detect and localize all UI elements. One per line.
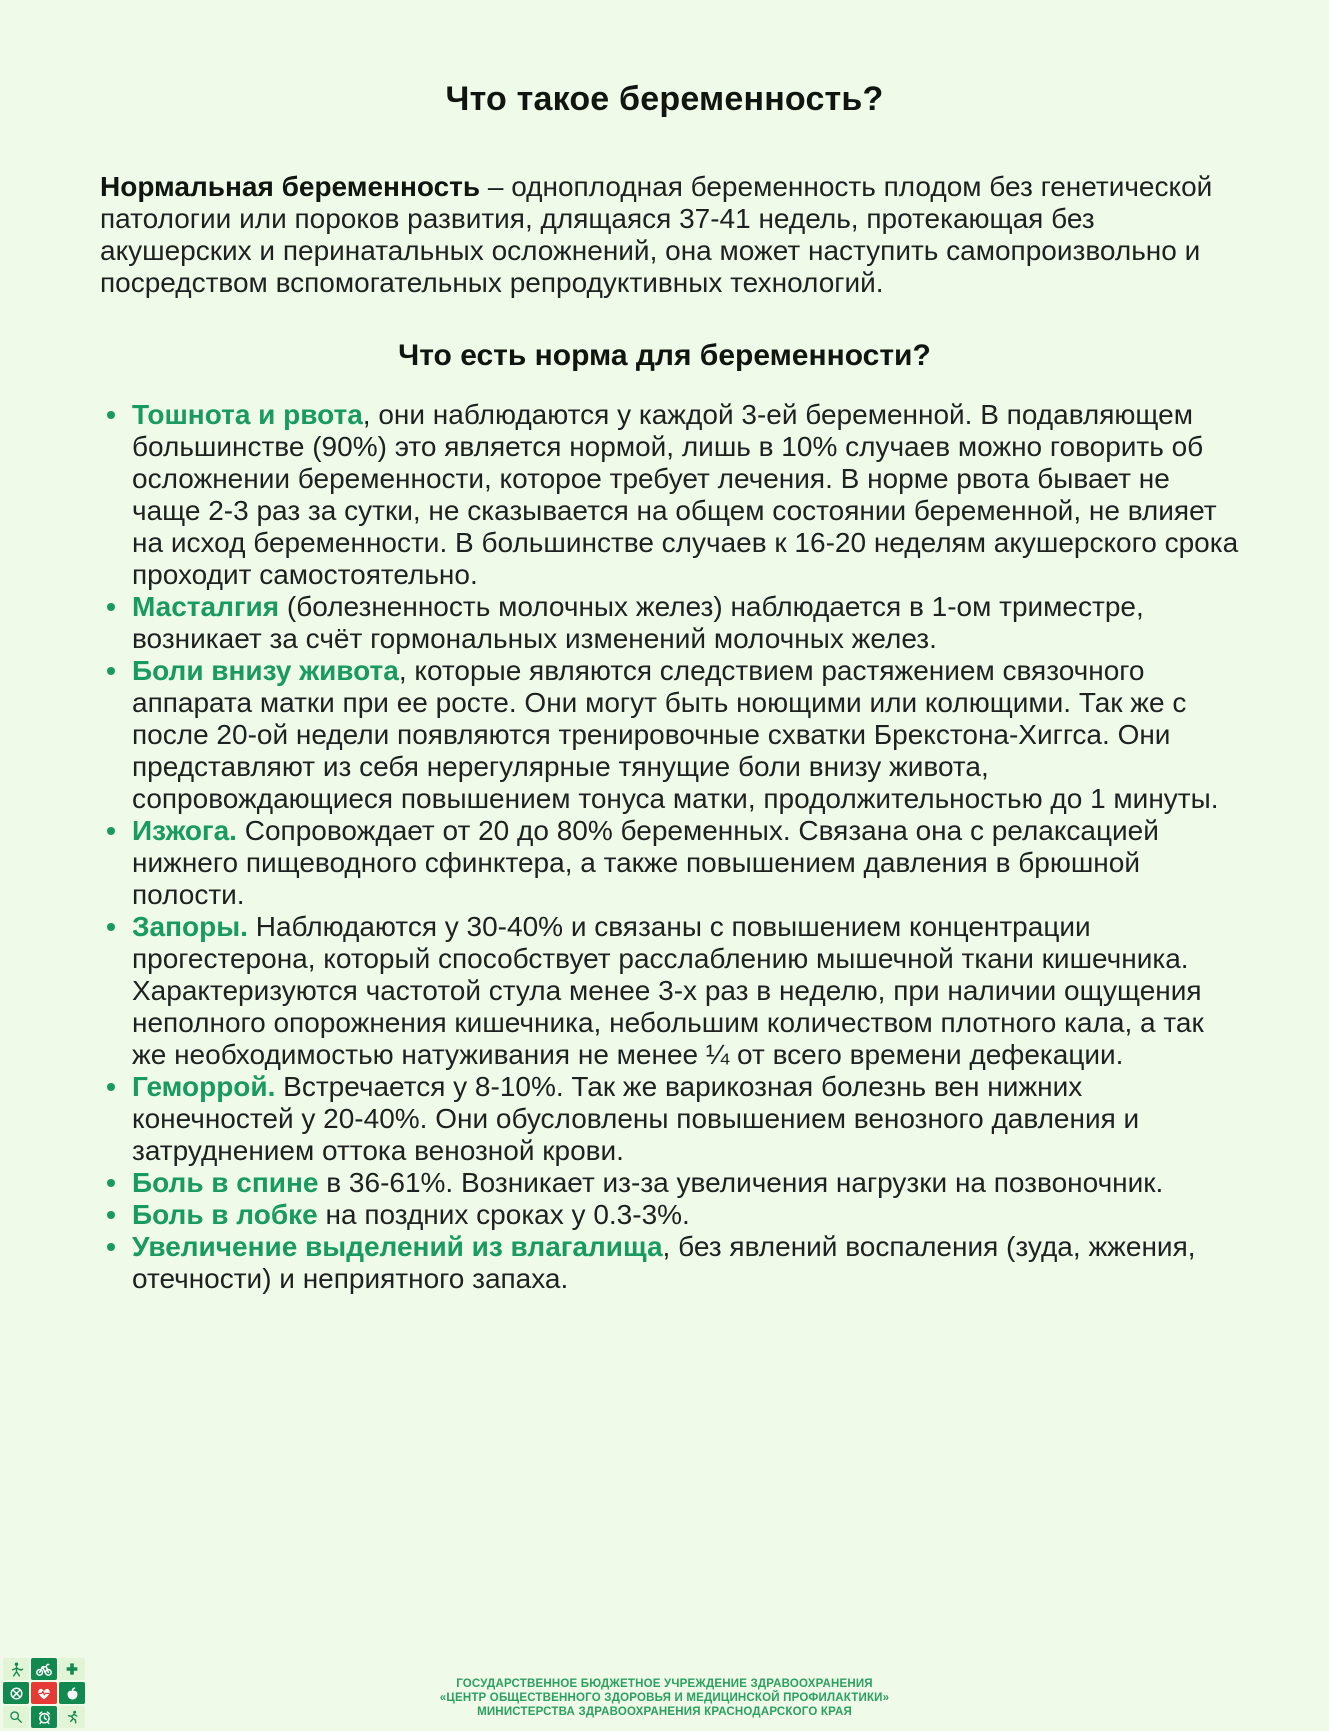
bullet-term: Боль в лобке <box>132 1199 318 1230</box>
section-subtitle: Что есть норма для беременности? <box>398 339 931 372</box>
bullet-term: Изжога. <box>132 815 237 846</box>
bullet-text: (болезненность молочных желез) наблюдается в 1-ом триместре, возникает за счёт гормональных изменений молочных желез. <box>132 591 1144 654</box>
list-item <box>100 1231 1245 1295</box>
bullet-text: , без явлений воспаления (зуда, жжения, отечности) и неприятного запаха. <box>132 1231 1196 1294</box>
bullet-text: Наблюдаются у 30-40% и связаны с повышением концентрации прогестерона, который способствует расслаблению мышечной ткани кишечника. Характеризуются частотой стула менее 3-х раз в неделю, при наличии ощущения неполного опорожнения кишечника, небольшим количеством плотного кала, а так же необходимостью натуживания не менее ¼ от всего времени дефекации. <box>132 911 1204 1070</box>
org-line-3: МИНИСТЕРСТВА ЗДРАВООХРАНЕНИЯ КРАСНОДАРСКОГО КРАЯ <box>477 1706 852 1718</box>
list-item <box>100 591 1245 655</box>
bullet-term: Масталгия <box>132 591 280 622</box>
page-title: Что такое беременность? <box>445 80 884 118</box>
list-item <box>100 815 1245 911</box>
bullet-text: , они наблюдаются у каждой 3-ей беременной. В подавляющем большинстве (90%) это является нормой, лишь в 10% случаев можно говорить об осложнении беременности, которое требует лечения. В норме рвота бывает не чаще 2-3 раз за сутки, не сказывается на общем состоянии беременной, не влияет на исход беременности. В большинстве случаев к 16-20 неделям акушерского срока проходит самостоятельно. <box>132 399 1239 590</box>
page-footer <box>0 1651 1329 1731</box>
intro-paragraph <box>100 171 1243 299</box>
bullet-text: в 36-61%. Возникает из-за увеличения нагрузки на позвоночник. <box>318 1167 1164 1198</box>
list-item <box>100 911 1245 1071</box>
organization-caption <box>0 1677 1329 1719</box>
bullet-text: , которые являются следствием растяжением связочного аппарата матки при ее росте. Они могут быть ноющими или колющими. Так же с после 20-ой недели появляются тренировочные схватки Брекстона-Хиггса. Они представляют из себя нерегулярные тянущие боли внизу живота, сопровождающиеся повышением тонуса матки, продолжительностью до 1 минуты. <box>132 655 1219 814</box>
bullet-term: Боли внизу живота <box>132 655 399 686</box>
intro-lead: Нормальная беременность <box>100 171 481 202</box>
bullet-term: Геморрой. <box>132 1071 276 1102</box>
intro-text: – одноплодная беременность плодом без генетической патологии или пороков развития, длящаяся 37-41 недель, протекающая без акушерских и перинатальных осложнений, она может наступить самопроизвольно и посредством вспомогательных репродуктивных технологий. <box>100 171 1213 298</box>
bullet-text: Встречается у 8-10%. Так же варикозная болезнь вен нижних конечностей у 20-40%. Они обусловлены повышением венозного давления и затруднением оттока венозной крови. <box>132 1071 1140 1166</box>
list-item <box>100 1199 1245 1231</box>
list-item <box>100 1167 1245 1199</box>
list-item <box>100 655 1245 815</box>
list-item <box>100 399 1245 591</box>
bullet-term: Боль в спине <box>132 1167 319 1198</box>
bullet-text: Сопровождает от 20 до 80% беременных. Связана она с релаксацией нижнего пищеводного сфинктера, а также повышением давления в брюшной полости. <box>132 815 1159 910</box>
list-item <box>100 1071 1245 1167</box>
org-line-1: ГОСУДАРСТВЕННОЕ БЮДЖЕТНОЕ УЧРЕЖДЕНИЕ ЗДРАВООХРАНЕНИЯ <box>456 1678 873 1690</box>
norm-list <box>100 399 1245 1295</box>
bullet-term: Запоры. <box>132 911 248 942</box>
bullet-term: Увеличение выделений из влагалища <box>132 1231 663 1262</box>
org-line-2: «ЦЕНТР ОБЩЕСТВЕННОГО ЗДОРОВЬЯ И МЕДИЦИНСКОЙ ПРОФИЛАКТИКИ» <box>439 1692 890 1704</box>
bullet-text: на поздних сроках у 0.3-3%. <box>317 1199 690 1230</box>
bullet-term: Тошнота и рвота <box>132 399 363 430</box>
